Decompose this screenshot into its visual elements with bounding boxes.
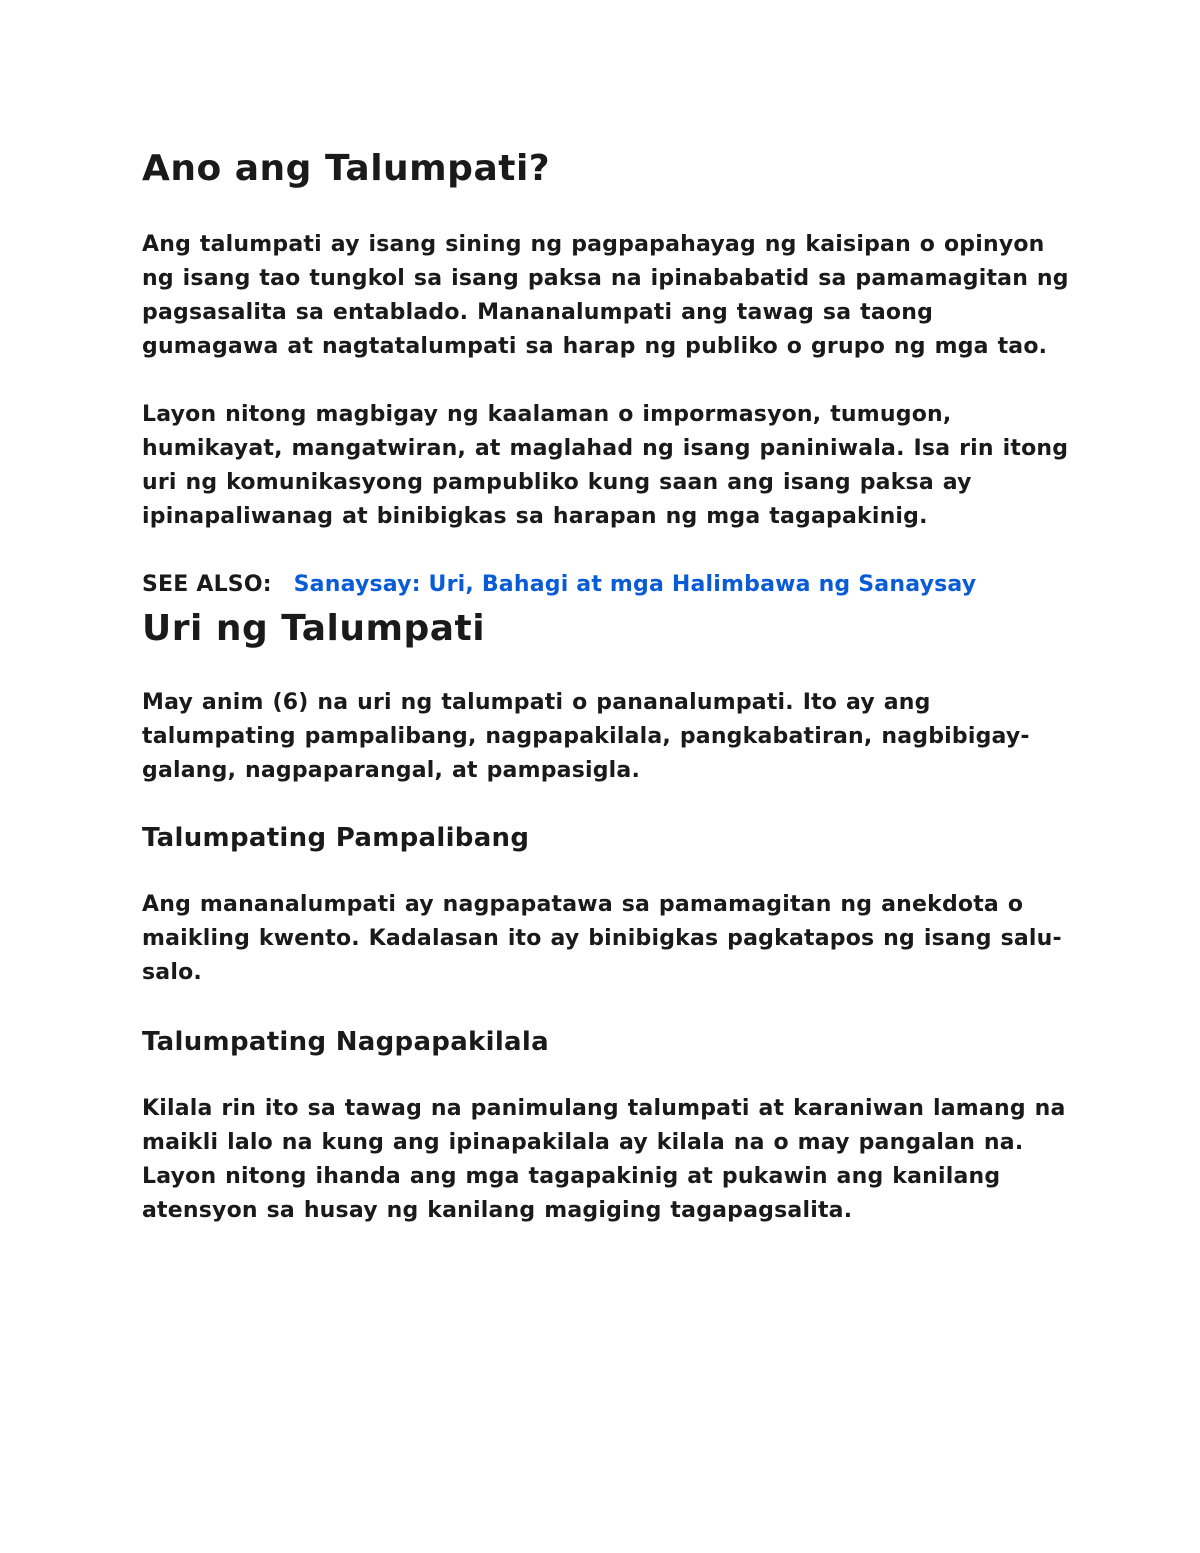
subheading-nagpapakilala: Talumpating Nagpapakilala	[142, 1027, 549, 1057]
section-heading-uri-ng-talumpati: Uri ng Talumpati	[142, 608, 486, 649]
see-also-label: SEE ALSO:	[142, 572, 272, 597]
document-page	[142, 148, 1072, 1228]
paragraph-nagpapakilala: Kilala rin ito sa tawag na panimulang talumpati at karaniwan lamang na maikli lalo na kung ang ipinapakilala ay kilala na o may pangalan na. Layon nitong ihanda ang mga tagapakinig at pukawin ang kanilang atensyon sa husay ng kanilang magiging tagapagsalita.	[142, 1096, 1066, 1223]
paragraph-layon: Layon nitong magbigay ng kaalaman o impormasyon, tumugon, humikayat, mangatwiran, at maglahad ng isang paniniwala. Isa rin itong uri ng komunikasyong pampubliko kung saan ang isang paksa ay ipinapaliwanag at binibigkas sa harapan ng mga tagapakinig.	[142, 402, 1069, 529]
section-heading-ano-ang-talumpati: Ano ang Talumpati?	[142, 148, 551, 189]
paragraph-pampalibang: Ang mananalumpati ay nagpapatawa sa pamamagitan ng anekdota o maikling kwento. Kadalasan ito ay binibigkas pagkatapos ng isang salu-salo.	[142, 892, 1062, 985]
see-also-link[interactable]: Sanaysay: Uri, Bahagi at mga Halimbawa ng Sanaysay	[293, 572, 977, 597]
paragraph-uri: May anim (6) na uri ng talumpati o pananalumpati. Ito ay ang talumpating pampalibang, nagpapakilala, pangkabatiran, nagbibigay-galang, nagpaparangal, at pampasigla.	[142, 690, 1030, 783]
see-also-block	[142, 568, 1072, 602]
subheading-pampalibang: Talumpating Pampalibang	[142, 823, 530, 853]
paragraph-definition: Ang talumpati ay isang sining ng pagpapahayag ng kaisipan o opinyon ng isang tao tungkol sa isang paksa na ipinababatid sa pamamagitan ng pagsasalita sa entablado. Mananalumpati ang tawag sa taong gumagawa at nagtatalumpati sa harap ng publiko o grupo ng mga tao.	[142, 232, 1069, 359]
